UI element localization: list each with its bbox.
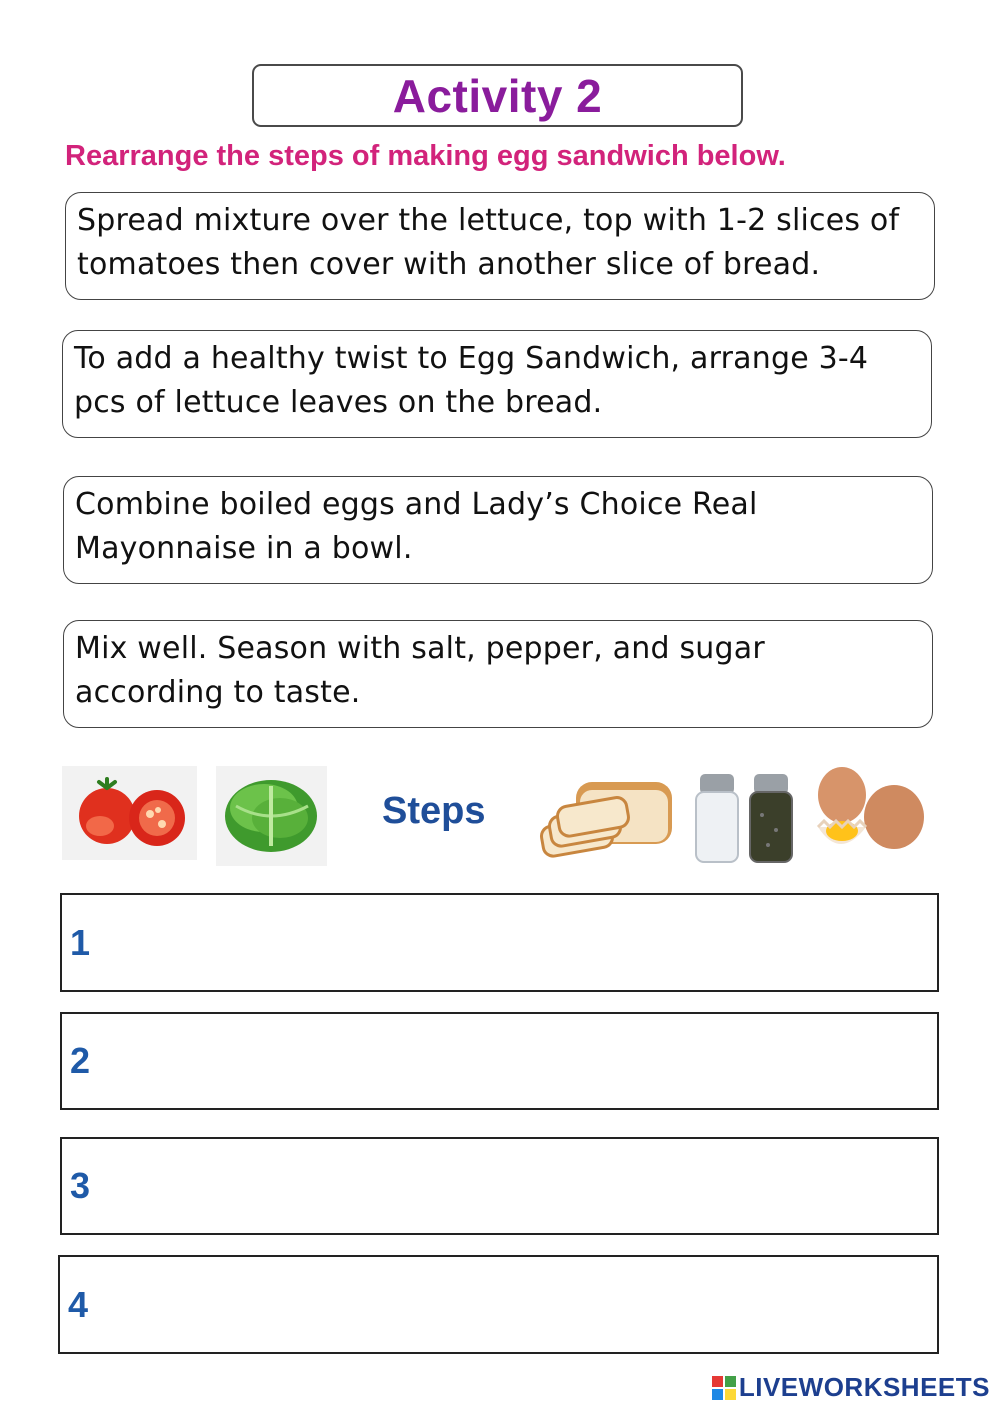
- answer-input-1[interactable]: [122, 905, 923, 980]
- answer-input-2[interactable]: [122, 1024, 923, 1098]
- answer-number: 1: [70, 921, 91, 963]
- brand-logo: [712, 1372, 990, 1403]
- liveworksheets-icon: [712, 1376, 736, 1400]
- answer-box-2: [60, 1012, 939, 1110]
- steps-heading: Steps: [382, 790, 486, 832]
- step-card-text: Mix well. Season with salt, pepper, and sugar according to taste.: [75, 631, 765, 710]
- answer-box-1: [60, 893, 939, 992]
- answer-number: 2: [70, 1040, 91, 1081]
- lettuce-image: [216, 766, 327, 866]
- step-card[interactable]: [63, 620, 933, 728]
- step-card-text: Spread mixture over the lettuce, top with 1-2 slices of tomatoes then cover with another slice of bread.: [77, 203, 900, 282]
- answer-input-3[interactable]: [122, 1149, 923, 1223]
- answer-input-4[interactable]: [120, 1267, 923, 1342]
- page-title: Activity 2: [392, 69, 603, 122]
- step-card[interactable]: [62, 330, 932, 438]
- title-box: [252, 64, 743, 127]
- answer-box-3: [60, 1137, 939, 1235]
- brand-name: LIVEWORKSHEETS: [738, 1372, 990, 1402]
- step-card[interactable]: [63, 476, 933, 584]
- bread-image: [536, 772, 676, 862]
- answer-number: 4: [68, 1283, 89, 1325]
- step-card-text: To add a healthy twist to Egg Sandwich, arrange 3-4 pcs of lettuce leaves on the bread.: [74, 341, 869, 420]
- instruction-text: Rearrange the steps of making egg sandwich below.: [65, 140, 786, 172]
- step-card[interactable]: [65, 192, 935, 300]
- tomato-image: [62, 766, 197, 860]
- salt-pepper-image: [690, 770, 800, 865]
- answer-number: 3: [70, 1165, 91, 1206]
- step-card-text: Combine boiled eggs and Lady’s Choice Real Mayonnaise in a bowl.: [75, 487, 758, 566]
- eggs-image: [810, 765, 928, 865]
- answer-box-4: [58, 1255, 939, 1354]
